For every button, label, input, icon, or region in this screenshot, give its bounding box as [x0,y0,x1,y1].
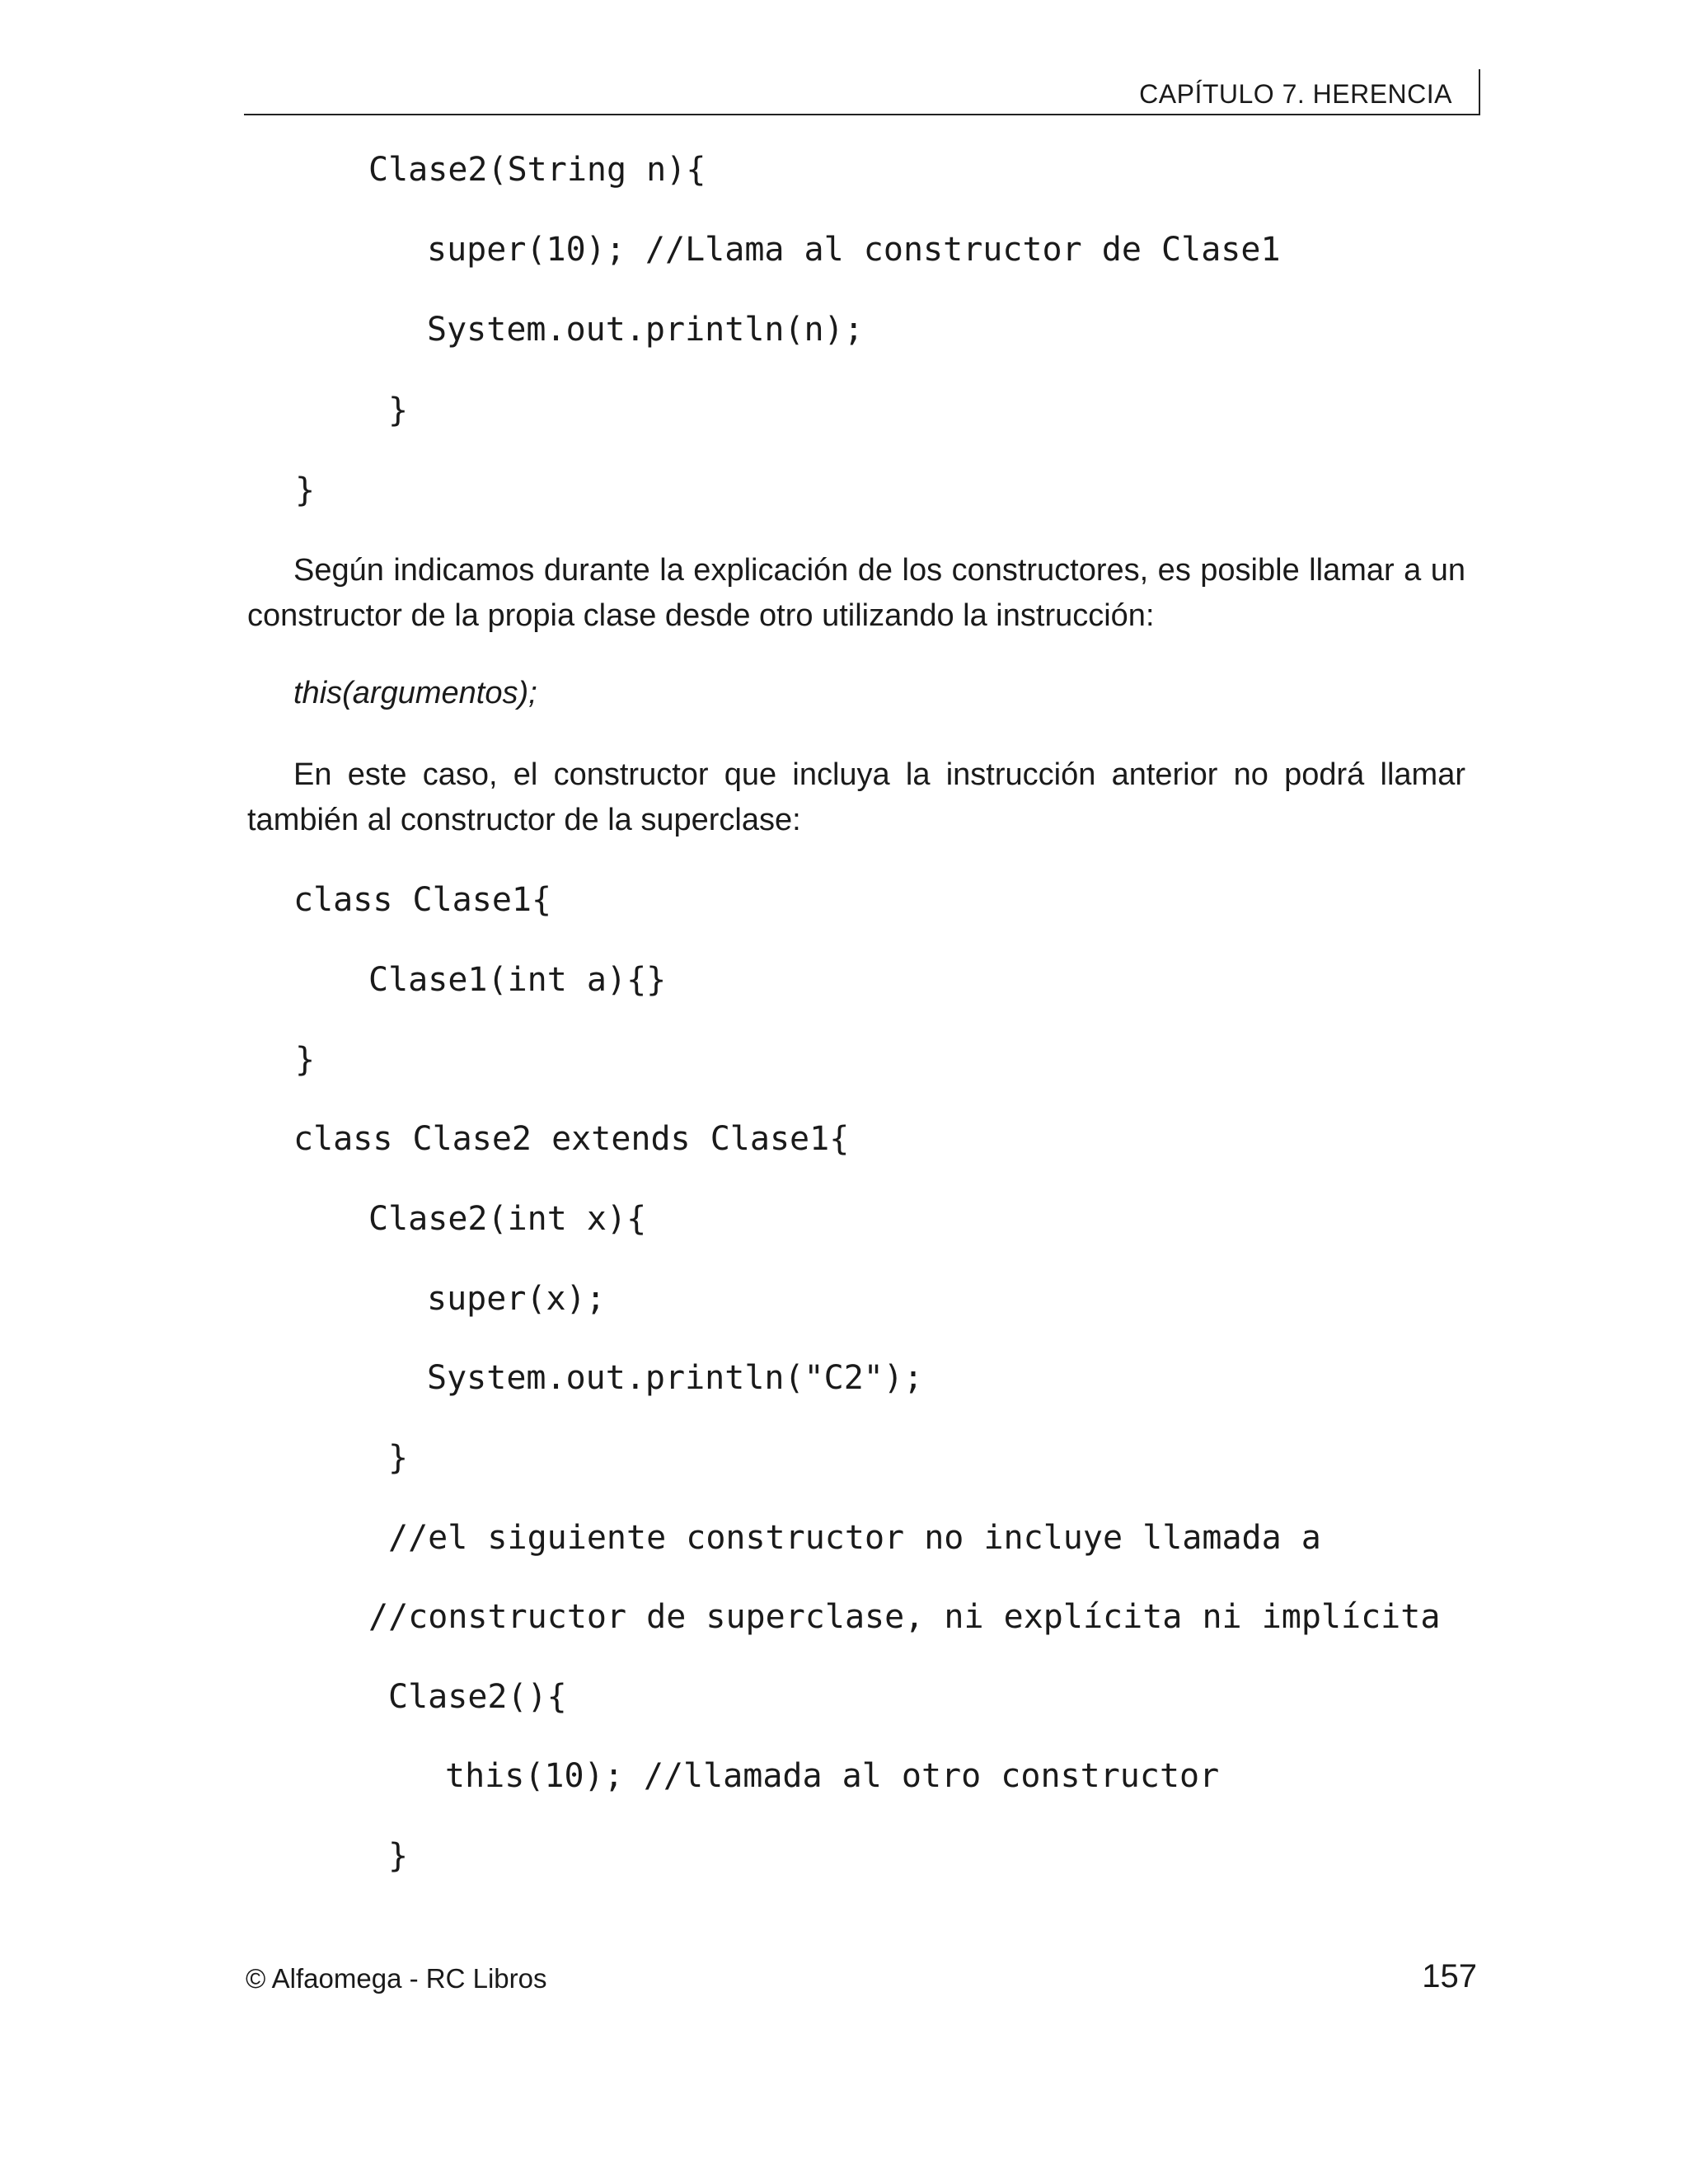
code-line: System.out.println("C2"); [427,1359,924,1397]
code-line: class Clase2 extends Clase1{ [293,1120,850,1158]
body-paragraph: Según indicamos durante la explicación de los constructores, es posible llamar a un constructor de la propia clase desde otro utilizando la instrucción: [247,553,1465,633]
header-rule-tick [1479,69,1480,114]
code-line: this(10); //llamada al otro constructor [445,1757,1220,1795]
code-line: Clase2(){ [388,1678,567,1716]
italic-instruction: this(argumentos); [293,676,537,710]
code-comment: //constructor de superclase, ni explícita ni implícita [368,1598,1441,1636]
code-line: Clase2(int x){ [368,1200,647,1238]
code-line: } [388,391,409,429]
code-line: super(x); [427,1280,606,1318]
code-line: } [295,1041,316,1079]
code-comment: //el siguiente constructor no incluye llamada a [388,1519,1321,1557]
code-line: } [388,1837,409,1875]
page-number: 157 [1422,1958,1477,1994]
body-paragraph: En este caso, el constructor que incluya la instrucción anterior no podrá llamar también al constructor de la superclase: [247,757,1465,837]
code-line: } [295,471,316,509]
code-line: class Clase1{ [293,881,552,919]
running-head [244,69,1480,115]
code-line: } [388,1439,409,1477]
code-line: System.out.println(n); [427,311,864,349]
code-line: Clase1(int a){} [368,961,667,999]
chapter-title: CAPÍTULO 7. HERENCIA [1139,79,1452,109]
code-line: super(10); //Llama al constructor de Clase1 [427,231,1281,269]
publisher-credit: © Alfaomega - RC Libros [246,1963,547,1994]
code-line: Clase2(String n){ [368,151,706,189]
